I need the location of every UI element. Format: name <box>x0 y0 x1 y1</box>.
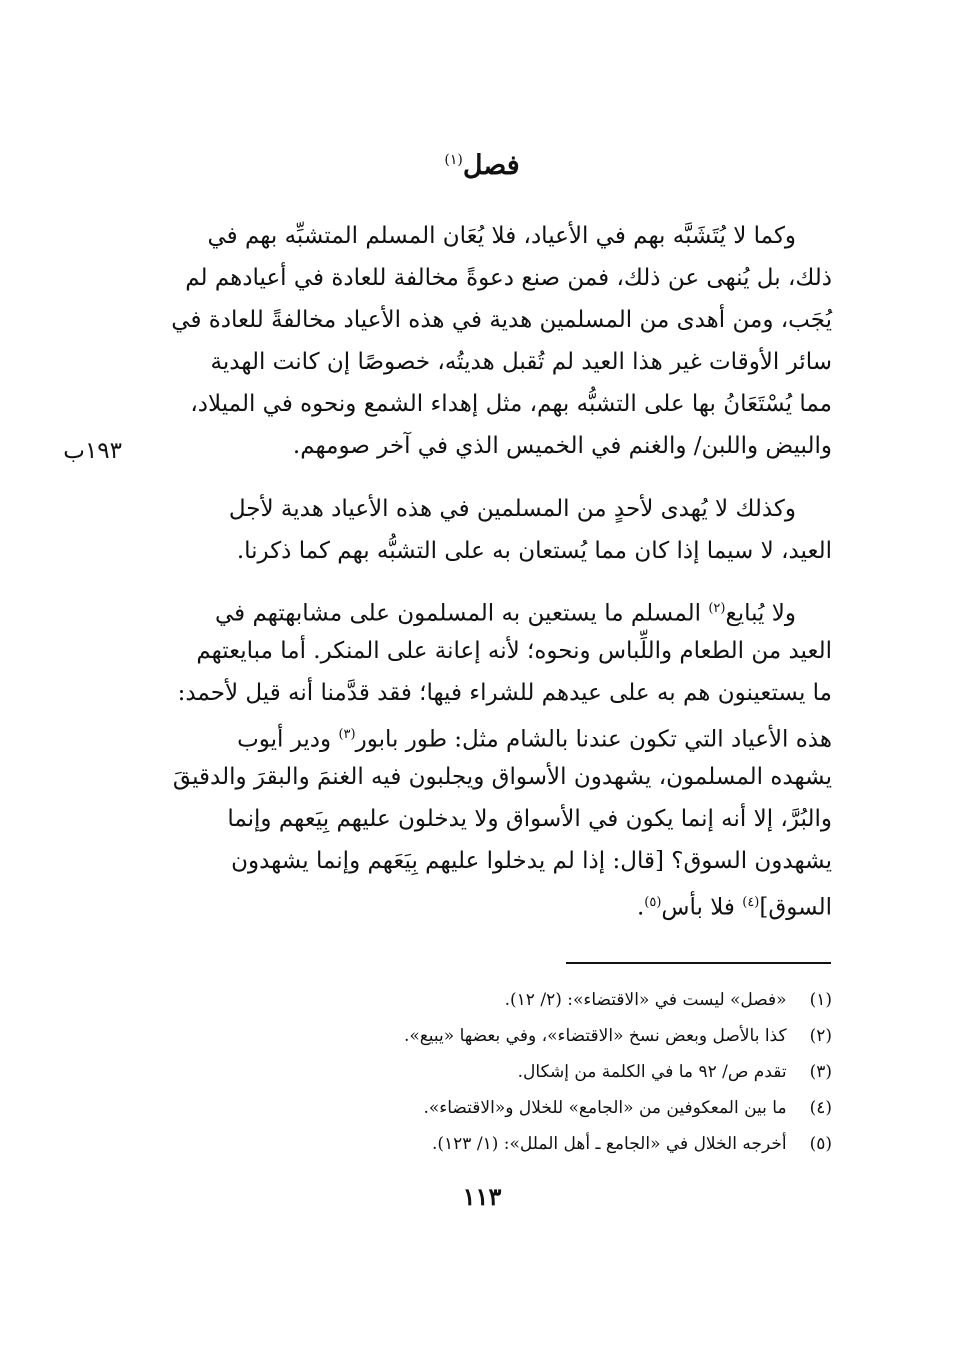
paragraph-line: العيد، لا سيما إذا كان مما يُستعان به على التشبُّه بهم كما ذكرنا. <box>236 538 832 564</box>
footnote-text: «فصل» ليست في «الاقتضاء»: (٢/ ١٢). <box>504 990 787 1010</box>
line-text: ولا يُبايع <box>725 600 796 627</box>
footnote-text: أخرجه الخلال في «الجامع ـ أهل الملل»: (١/ ١٢٣). <box>431 1134 787 1154</box>
paragraph-line: مما يُسْتَعَانُ بها على التشبُّه بهم، مثل إهداء الشمع ونحوه في الميلاد، <box>190 391 832 417</box>
page-number: ١١٣ <box>462 1182 502 1211</box>
footnote-text: كذا بالأصل وبعض نسخ «الاقتضاء»، وفي بعضها «يبيع». <box>403 1026 787 1046</box>
line-text: ودير أيوب <box>237 726 339 753</box>
footnote-ref: (٢) <box>708 601 726 616</box>
footnote-text: ما بين المعكوفين من «الجامع» للخلال و«الاقتضاء». <box>423 1098 787 1118</box>
paragraph-line: ما يستعينون هم به على عيدهم للشراء فيها؛ فقد قدَّمنا أنه قيل لأحمد: <box>177 680 832 706</box>
line-text: هذه الأعياد التي تكون عندنا بالشام مثل: طور بابور <box>355 726 832 753</box>
paragraph-line: العيد من الطعام واللِّباس ونحوه؛ لأنه إعانة على المنكر. أما مبايعتهم <box>196 638 832 664</box>
footnotes <box>134 982 832 1162</box>
footnote-ref: (٣) <box>338 727 356 742</box>
footnote-ref: (٤) <box>742 895 760 910</box>
footnote-item <box>134 982 832 1018</box>
footnote-number: (٤) <box>809 1098 832 1118</box>
paragraph-line <box>134 714 832 756</box>
paragraph-2 <box>134 488 832 572</box>
footnote-ref: (٥) <box>644 895 662 910</box>
manuscript-folio-marker: ١٩٣ب <box>63 438 122 464</box>
line-text: المسلم ما يستعين به المسلمون على مشابهتهم في <box>214 600 709 627</box>
paragraph-line <box>134 882 832 924</box>
section-title <box>0 150 964 181</box>
paragraph-line <box>134 588 832 630</box>
section-title-footnote-ref: (١) <box>444 152 463 168</box>
footnote-item <box>134 1090 832 1126</box>
footnote-item <box>134 1126 832 1162</box>
section-title-text: فصل <box>462 150 520 181</box>
footnote-item <box>134 1018 832 1054</box>
footnote-text: تقدم ص/ ٩٢ ما في الكلمة من إشكال. <box>517 1062 787 1082</box>
footnote-number: (٥) <box>809 1134 832 1154</box>
paragraph-line: يُجَب، ومن أهدى من المسلمين هدية في هذه الأعياد مخالفةً للعادة في <box>171 307 832 333</box>
paragraph-line: سائر الأوقات غير هذا العيد لم تُقبل هديتُه، خصوصًا إن كانت الهدية <box>210 349 832 375</box>
paragraph-line: يشهده المسلمون، يشهدون الأسواق ويجلبون فيه الغنمَ والبقرَ والدقيقَ <box>172 764 832 790</box>
footnote-number: (٣) <box>809 1062 832 1082</box>
paragraph-line: يشهدون السوق؟ [قال: إذا لم يدخلوا عليهم بِيَعَهم وإنما يشهدون <box>231 848 832 874</box>
footnote-number: (١) <box>809 990 832 1010</box>
paragraph-line: وكذلك لا يُهدى لأحدٍ من المسلمين في هذه الأعياد هدية لأجل <box>228 496 796 522</box>
line-text: . <box>636 894 645 921</box>
line-text: فلا بأس <box>661 894 743 921</box>
footnote-number: (٢) <box>809 1026 832 1046</box>
line-text: السوق] <box>759 894 832 921</box>
paragraph-line: والبُرَّ، إلا أنه إنما يكون في الأسواق ولا يدخلون عليهم بِيَعهم وإنما <box>227 806 832 832</box>
paragraph-3 <box>134 588 832 924</box>
paragraph-1 <box>134 215 832 467</box>
footnote-separator <box>566 962 831 964</box>
paragraph-line: والبيض واللبن/ والغنم في الخميس الذي في آخر صومهم. <box>292 433 832 459</box>
paragraph-line: وكما لا يُتَشَبَّه بهم في الأعياد، فلا يُعَان المسلم المتشبِّه بهم في <box>207 223 796 249</box>
footnote-item <box>134 1054 832 1090</box>
paragraph-line: ذلك، بل يُنهى عن ذلك، فمن صنع دعوةً مخالفة للعادة في أعيادهم لم <box>185 265 832 291</box>
